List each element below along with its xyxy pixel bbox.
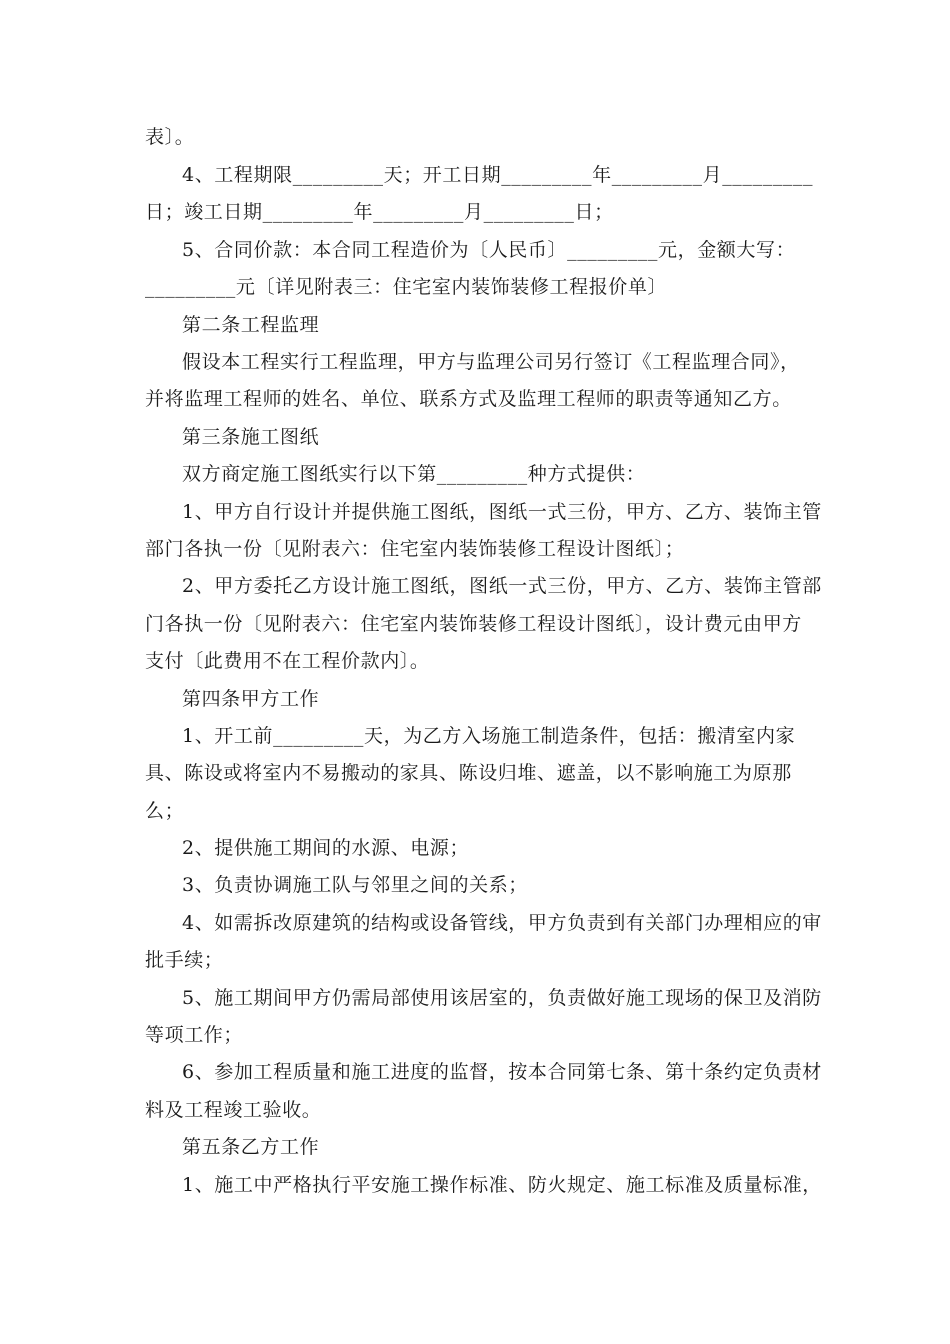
text-line: 6、参加工程质量和施工进度的监督，按本合同第七条、第十条约定负责材 — [182, 1061, 822, 1083]
text-line: 门各执一份〔见附表六：住宅室内装饰装修工程设计图纸〕，设计费元由甲方 — [145, 613, 802, 635]
text-line: 双方商定施工图纸实行以下第_________种方式提供： — [182, 463, 646, 485]
text-line: 部门各执一份〔见附表六：住宅室内装饰装修工程设计图纸〕； — [145, 538, 685, 560]
text-line: 2、甲方委托乙方设计施工图纸，图纸一式三份，甲方、乙方、装饰主管部 — [182, 575, 822, 597]
text-line: 么； — [145, 800, 185, 822]
text-line: 并将监理工程师的姓名、单位、联系方式及监理工程师的职责等通知乙方。 — [145, 388, 792, 410]
text-line: 具、陈设或将室内不易搬动的家具、陈设归堆、遮盖，以不影响施工为原那 — [145, 762, 792, 784]
text-line: 批手续； — [145, 949, 224, 971]
text-line: _________元〔详见附表三：住宅室内装饰装修工程报价单〕 — [145, 276, 668, 298]
text-line: 表〕。 — [145, 126, 195, 148]
section-heading: 第三条施工图纸 — [182, 426, 320, 448]
text-line: 5、合同价款：本合同工程造价为〔人民币〕_________元，金额大写： — [182, 239, 796, 261]
text-line: 支付〔此费用不在工程价款内〕。 — [145, 650, 430, 672]
text-line: 4、工程期限_________天；开工日期_________年_________月_________ — [182, 164, 814, 186]
section-heading: 第四条甲方工作 — [182, 688, 320, 710]
text-line: 1、开工前_________天，为乙方入场施工制造条件，包括：搬清室内家 — [182, 725, 796, 747]
text-line: 等项工作； — [145, 1024, 244, 1046]
text-line: 1、甲方自行设计并提供施工图纸，图纸一式三份，甲方、乙方、装饰主管 — [182, 501, 822, 523]
text-line: 日；竣工日期_________年_________月_________日； — [145, 201, 614, 223]
text-line: 3、负责协调施工队与邻里之间的关系； — [182, 874, 528, 896]
text-line: 2、提供施工期间的水源、电源； — [182, 837, 470, 859]
text-line: 假设本工程实行工程监理，甲方与监理公司另行签订《工程监理合同》， — [182, 351, 800, 373]
text-line: 1、施工中严格执行平安施工操作标准、防火规定、施工标准及质量标准， — [182, 1174, 822, 1196]
text-line: 料及工程竣工验收。 — [145, 1099, 322, 1121]
text-line: 5、施工期间甲方仍需局部使用该居室的，负责做好施工现场的保卫及消防 — [182, 987, 822, 1009]
section-heading: 第五条乙方工作 — [182, 1136, 320, 1158]
text-line: 4、如需拆改原建筑的结构或设备管线，甲方负责到有关部门办理相应的审 — [182, 912, 822, 934]
section-heading: 第二条工程监理 — [182, 314, 320, 336]
